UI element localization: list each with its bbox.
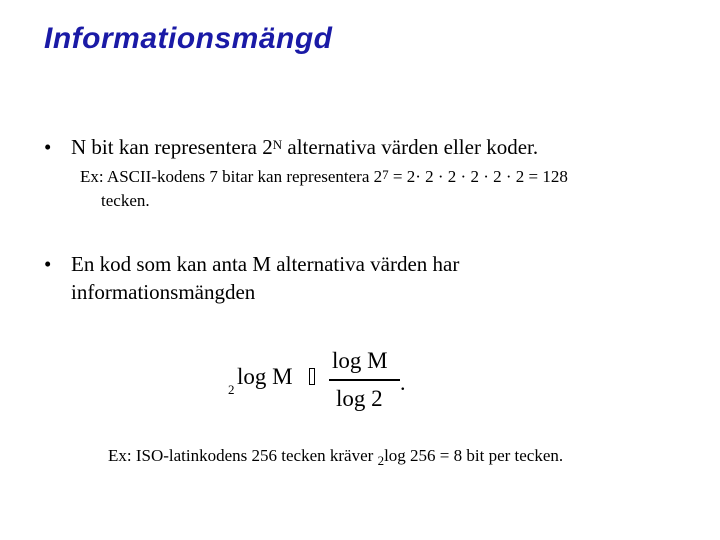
bullet-2-text: En kod som kan anta M alternativa värden har informationsmängden (71, 252, 460, 304)
formula-period: . (400, 370, 406, 395)
superscript-7: 7 (382, 167, 389, 182)
bullet-1-text: N bit kan representera $2^N$ alternativa värden eller koder. (71, 135, 539, 159)
example-ascii: Ex: ASCII-kodens 7 bitar kan representera $2^7 = 2\cdot 2 \cdot 2 \cdot 2 \cdot 2 \cdot 2 = 128$ tecken. (80, 165, 680, 213)
log-subscript: 2 (377, 453, 385, 468)
example-ascii-line2: tecken. (101, 191, 150, 210)
information-formula (228, 348, 418, 418)
bullet-dot-icon: • (44, 252, 52, 276)
formula-relation-box-icon (309, 368, 315, 385)
fraction-bar (329, 379, 400, 381)
example-iso-latin: Ex: ISO-latinkodens 256 tecken kräver $_2$log 256 = 8 bit per tecken. (108, 446, 564, 468)
slide-title: Informationsmängd (44, 22, 333, 55)
formula-denominator: log 2 (336, 386, 383, 411)
formula-subscript: 2 (228, 382, 235, 397)
formula-lhs: log M (237, 364, 293, 389)
formula-numerator: log M (332, 348, 388, 373)
superscript-n: N (272, 137, 283, 152)
bullet-dot-icon: • (44, 135, 52, 159)
